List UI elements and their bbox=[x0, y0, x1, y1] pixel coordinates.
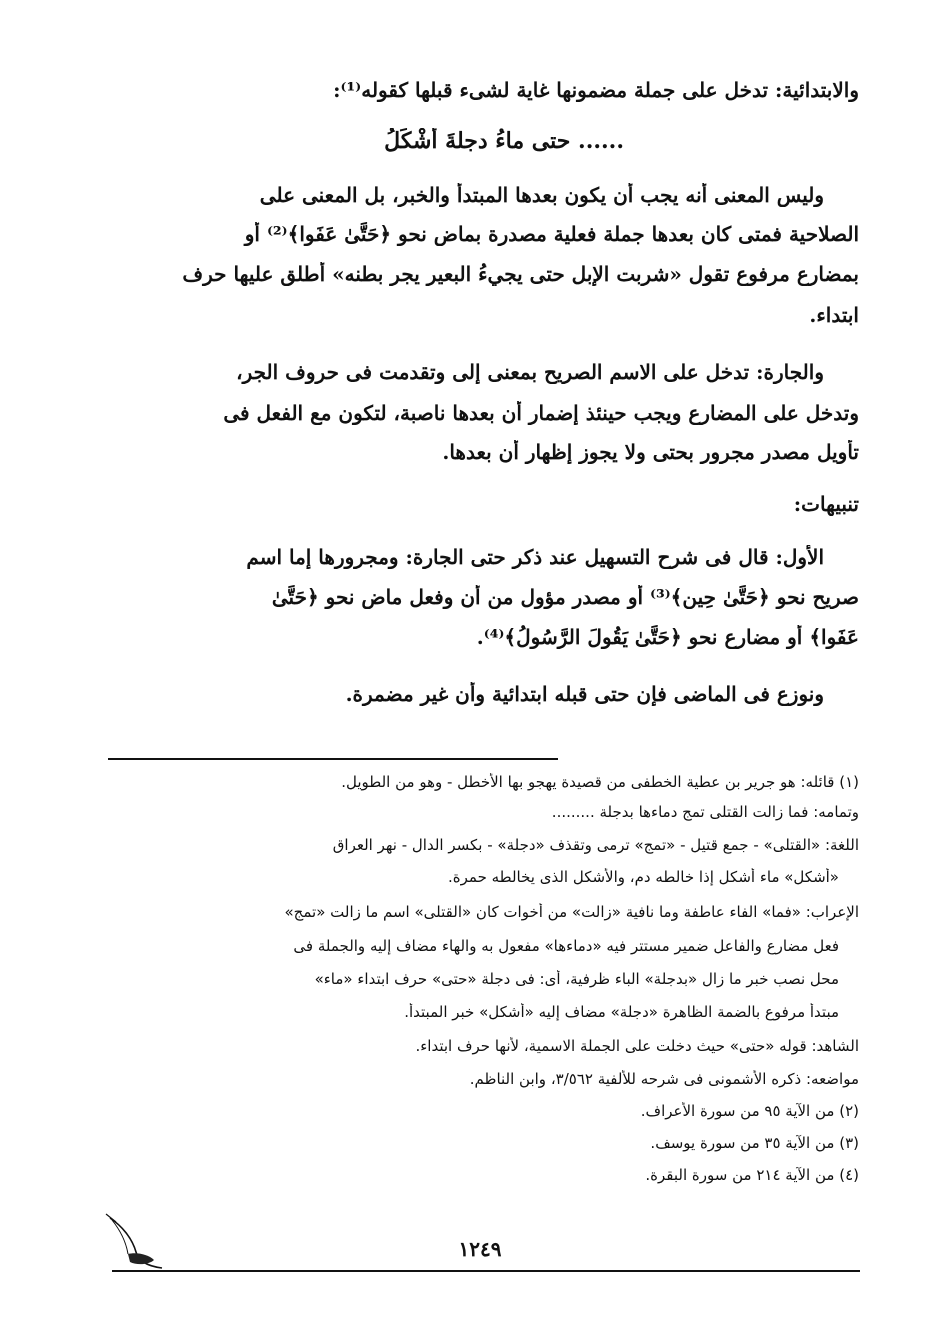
text-line: وتدخل على المضارع ويجب حينئذ إضمار أن بعدها ناصبة، لتكون مع الفعل فى bbox=[223, 401, 859, 425]
footnote-line: الإعراب: «فما» الفاء عاطفة وما نافية «زالت» من أخوات كان «القتلى» اسم ما زالت «تمج» bbox=[284, 903, 859, 921]
quill-ornament-icon bbox=[102, 1208, 182, 1278]
text-line: والابتدائية: تدخل على جملة مضمونها غاية لشىء قبلها كقوله⁽¹⁾: bbox=[333, 78, 859, 102]
footnote-line: (١) قائله: هو جرير بن عطية الخطفى من قصيدة يهجو بها الأخطل - وهو من الطويل. bbox=[341, 773, 859, 791]
verse-line: ...... حتى ماءُ دجلةَ أشْكَلُ bbox=[384, 128, 624, 154]
footnote-line: (٤) من الآية ٢١٤ من سورة البقرة. bbox=[645, 1166, 859, 1184]
text-line: عَفَوا﴾ أو مضارع نحو ﴿حَتَّىٰ يَقُولَ الرَّسُولُ﴾⁽⁴⁾. bbox=[476, 625, 859, 649]
text-line: الأول: قال فى شرح التسهيل عند ذكر حتى الجارة: ومجرورها إما اسم bbox=[246, 545, 824, 569]
bottom-rule bbox=[112, 1270, 860, 1272]
footnote-line: وتمامه: فما زالت القتلى تمج دماءها بدجلة ......... bbox=[551, 803, 859, 821]
text-line: الصلاحية فمتى كان بعدها جملة فعلية مصدرة بماض نحو ﴿حَتَّىٰ عَفَوا﴾⁽²⁾ أو bbox=[244, 222, 859, 246]
text-line: ونوزع فى الماضى فإن حتى قبله ابتدائية وأن غير مضمرة. bbox=[345, 682, 824, 706]
footnote-line: (٣) من الآية ٣٥ من سورة يوسف. bbox=[650, 1134, 859, 1152]
footnote-line: (٢) من الآية ٩٥ من سورة الأعراف. bbox=[640, 1102, 859, 1120]
footnote-line: محل نصب خبر ما زال «بدجلة» الباء ظرفية، أى: فى دجلة «حتى» حرف ابتداء «ماء» bbox=[314, 970, 839, 988]
footnote-line: مواضعه: ذكره الأشمونى فى شرحه للألفية ٣/٥٦٢، وابن الناظم. bbox=[469, 1070, 859, 1088]
text-line: والجارة: تدخل على الاسم الصريح بمعنى إلى وتقدمت فى حروف الجر، bbox=[236, 360, 824, 384]
text-line: ابتداء. bbox=[809, 303, 859, 327]
text-line: صريح نحو ﴿حَتَّىٰ حِينٍ﴾⁽³⁾ أو مصدر مؤول من أن وفعل ماض نحو ﴿حَتَّىٰ bbox=[271, 585, 859, 609]
footnote-separator bbox=[108, 758, 558, 760]
page-number: ١٢٤٩ bbox=[458, 1237, 502, 1261]
footnote-line: اللغة: «القتلى» - جمع قتيل - «تمج» ترمى وتقذف «دجلة» - بكسر الدال - نهر العراق bbox=[332, 836, 859, 854]
footnote-line: «أشكل» ماء أشكل إذا خالطه دم، والأشكل الذى يخالطه حمرة. bbox=[448, 868, 839, 886]
footnote-line: الشاهد: قوله «حتى» حيث دخلت على الجملة الاسمية، لأنها حرف ابتداء. bbox=[415, 1037, 859, 1055]
text-line: تأويل مصدر مجرور بحتى ولا يجوز إظهار أن بعدها. bbox=[442, 440, 859, 464]
footnote-line: مبتدأ مرفوع بالضمة الظاهرة «دجلة» مضاف إليه «أشكل» خبر المبتدأ. bbox=[404, 1003, 839, 1021]
text-line: وليس المعنى أنه يجب أن يكون بعدها المبتدأ والخبر، بل المعنى على bbox=[259, 183, 824, 207]
text-line: بمضارع مرفوع تقول «شربت الإبل حتى يجيءُ البعير يجر بطنه» أطلق عليها حرف bbox=[182, 262, 859, 286]
footnote-line: فعل مضارع والفاعل ضمير مستتر فيه «دماءها» مفعول به والهاء مضاف إليه والجملة فى bbox=[293, 937, 839, 955]
section-heading: تنبيهات: bbox=[793, 492, 859, 516]
